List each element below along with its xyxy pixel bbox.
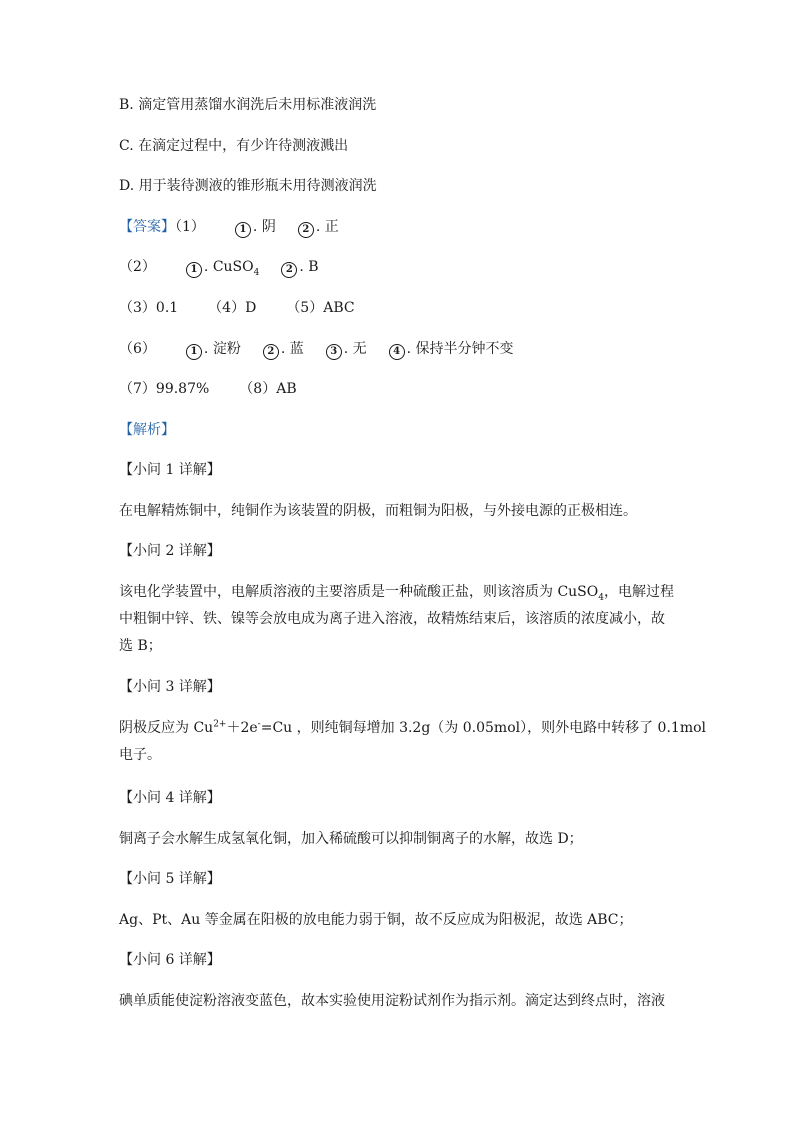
analysis-label: 【解析】: [119, 422, 175, 438]
section-text-2-line-1: 该电化学装置中，电解质溶液的主要溶质是一种硫酸正盐，则该溶质为 CuSO$_4$，电解过程: [119, 584, 674, 603]
section-text-2-line-3: 选 B；: [119, 638, 162, 654]
answer-q1-num: （1）: [175, 219, 205, 235]
circled-number: 3: [326, 344, 342, 360]
section-text-3-line-2: 电子。: [119, 747, 161, 763]
section-text-2-line-2: 中粗铜中锌、铁、镍等会放电成为离子进入溶液，故精炼结束后，该溶质的浓度减小，故: [119, 611, 665, 627]
section-text-1: 在电解精炼铜中，纯铜作为该装置的阴极，而粗铜为阳极，与外接电源的正极相连。: [119, 503, 637, 519]
circled-number: 2: [298, 222, 314, 238]
circled-number: 1: [186, 262, 202, 278]
section-heading-1: 【小问 1 详解】: [119, 462, 221, 478]
answer-line-4: （6） 1 . 淀粉 2 . 蓝 3 . 无 4 . 保持半分钟不变: [119, 339, 514, 360]
section-text-6: 碘单质能使淀粉溶液变蓝色，故本实验使用淀粉试剂作为指示剂。滴定达到终点时，溶液: [119, 993, 665, 1009]
section-text-4: 铜离子会水解生成氢氧化铜，加入稀硫酸可以抑制铜离子的水解，故选 D；: [119, 831, 583, 847]
circled-number: 1: [186, 344, 202, 360]
option-d: D. 用于装待测液的锥形瓶未用待测液润洗: [119, 178, 377, 194]
section-heading-3: 【小问 3 详解】: [119, 679, 221, 695]
circled-number: 2: [263, 344, 279, 360]
section-heading-4: 【小问 4 详解】: [119, 790, 221, 806]
section-text-5: Ag、Pt、Au 等金属在阳极的放电能力弱于铜，故不反应成为阳极泥，故选 ABC；: [119, 912, 633, 928]
section-text-3-line-1: 阴极反应为 $Cu^{2+}+2e^-=Cu$ ，则纯铜每增加 3.2g（为 0.05mol），则外电路中转移了 0.1mol: [119, 719, 707, 736]
section-heading-6: 【小问 6 详解】: [119, 952, 221, 968]
answer-line-1: 【答案】（1） 1 . 阴 2 . 正: [119, 217, 339, 238]
section-heading-2: 【小问 2 详解】: [119, 543, 221, 559]
circled-number: 4: [389, 344, 405, 360]
circled-number: 2: [281, 262, 297, 278]
option-b: B. 滴定管用蒸馏水润洗后未用标准液润洗: [119, 97, 377, 113]
option-c: C. 在滴定过程中，有少许待测液溅出: [119, 138, 349, 154]
answer-line-5: （7）99.87% （8）AB: [119, 381, 297, 397]
answer-label: 【答案】: [119, 219, 175, 235]
circled-number: 1: [235, 222, 251, 238]
answer-line-2: （2） 1 . CuSO$_4$ 2 . B: [119, 259, 319, 278]
section-heading-5: 【小问 5 详解】: [119, 871, 221, 887]
answer-line-3: （3）0.1 （4）D （5）ABC: [119, 300, 355, 316]
